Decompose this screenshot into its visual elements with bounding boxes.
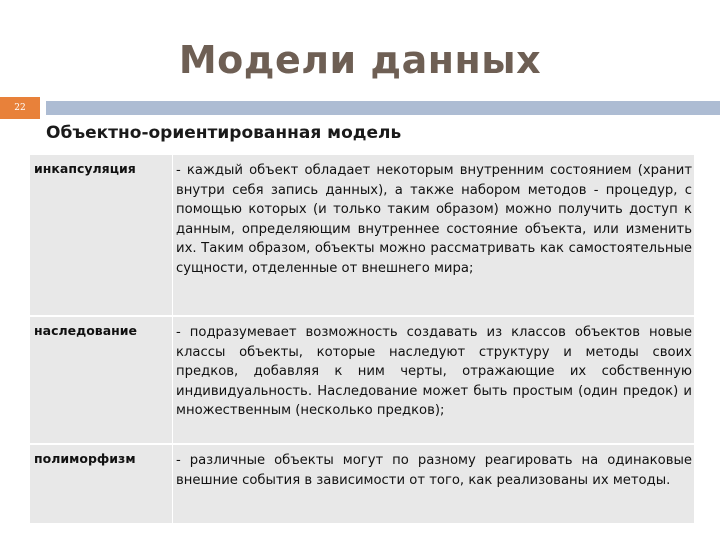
page-number-box	[0, 97, 40, 119]
subtitle: Объектно-ориентированная модель	[46, 123, 402, 143]
definition-cell: - подразумевает возможность создавать из классов объектов новые классы объекты, которые наследуют структуру и методы своих предков, добавляя к ним черты, отражающие их собственную индивидуальность. Наследование может быть простым (один предок) и множественным (несколько предков);	[176, 325, 692, 419]
column-separator	[172, 445, 173, 525]
column-separator	[172, 317, 173, 443]
page-number: 22	[14, 103, 26, 113]
table-row	[30, 155, 694, 315]
definition-cell: - каждый объект обладает некоторым внутренним состоянием (хранит внутри себя запись данных), а также набором методов - процедур, с помощью которых (и только таким образом) можно получить доступ к данным, определяющим внутреннее состояние объекта, или изменить их. Таким образом, объекты можно рассматривать как самостоятельные сущности, отделенные от внешнего мира;	[176, 163, 692, 276]
term-cell: полиморфизм	[34, 451, 136, 466]
divider-bar	[46, 101, 720, 115]
table-row	[30, 443, 694, 525]
definitions-table	[30, 155, 694, 523]
column-separator	[172, 155, 173, 315]
slide-title: Модели данных	[178, 38, 542, 82]
table-row	[30, 315, 694, 443]
term-cell: инкапсуляция	[34, 161, 136, 176]
term-cell: наследование	[34, 323, 138, 338]
definition-cell: - различные объекты могут по разному реагировать на одинаковые внешние события в зависимости от того, как реализованы их методы.	[176, 453, 692, 488]
